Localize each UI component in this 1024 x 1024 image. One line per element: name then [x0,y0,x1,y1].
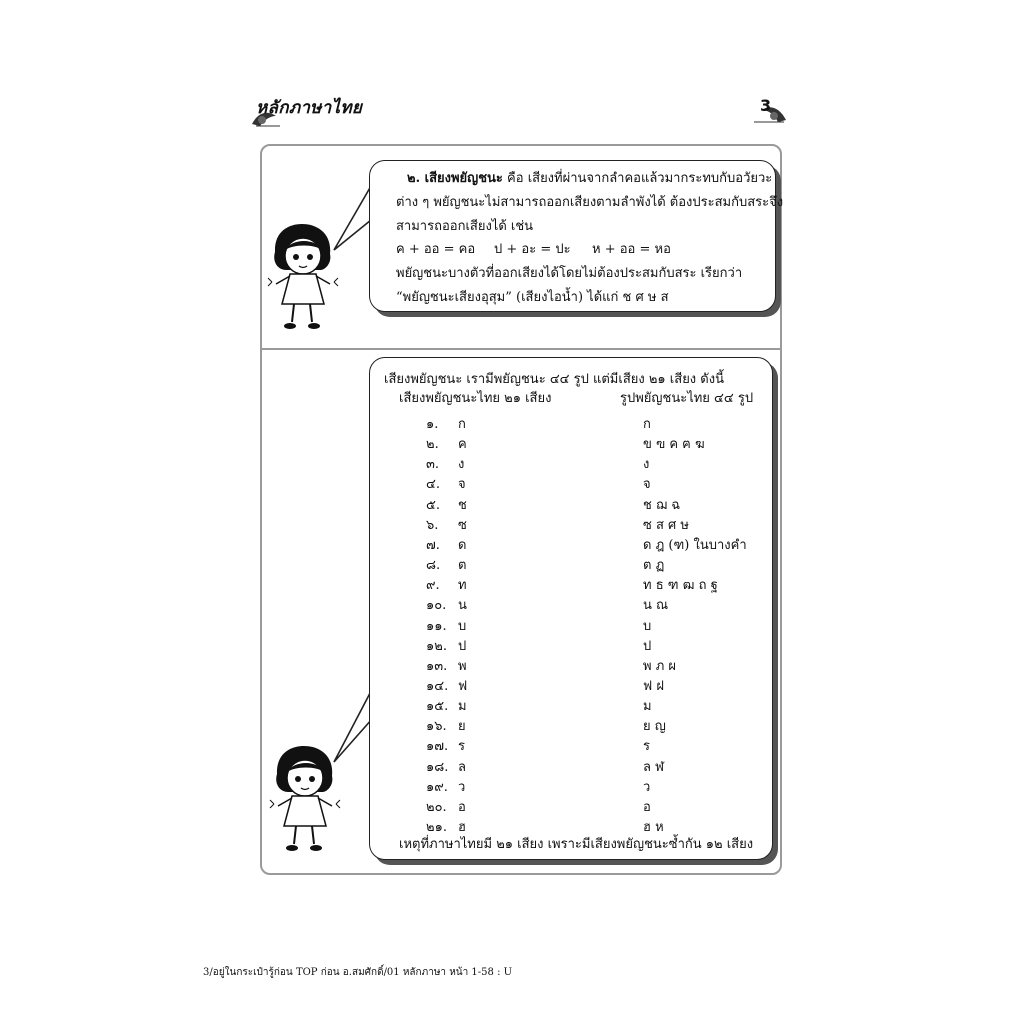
row-number: ๒๑. [426,820,447,835]
definition-text: คือ เสียงที่ผ่านจากลำคอแล้วมากระทบกับอวัยวะ [502,171,773,186]
row-number: ๑๙. [426,779,448,795]
row-forms: ช ฌ ฉ [643,497,681,513]
table-row [0,655,1024,673]
row-number: ๘. [426,558,441,574]
row-forms: ย ญ [643,719,666,735]
row-number: ๒. [426,437,439,453]
paragraph-line: สามารถออกเสียงได้ เช่น [396,219,534,234]
table-row [0,534,1024,552]
row-sound: ด [458,537,467,553]
consonant-sound-definition-line [407,172,772,185]
table-row [0,453,1024,471]
row-sound: ย [458,719,466,735]
column-header-sounds: เสียงพยัญชนะไทย ๒๑ เสียง [399,391,552,406]
row-number: ๑๑. [426,618,447,634]
table-row [0,756,1024,774]
consonant-sound-heading: ๒. เสียงพยัญชนะ [407,171,503,186]
row-sound: น [458,598,467,614]
table-row [0,675,1024,693]
row-number: ๓. [426,457,440,473]
row-number: ๗. [426,537,440,553]
paragraph-line: “พยัญชนะเสียงอุสุม” (เสียงไอน้ำ) ได้แก่ ช ศ ษ ส [396,290,669,305]
row-number: ๑๕. [426,699,449,715]
paragraph-line: ต่าง ๆ พยัญชนะไม่สามารถออกเสียงตามลำพังได้ ต้องประสมกับสระจึง [396,195,784,210]
example-2: ป + อะ = ปะ [494,242,571,257]
row-sound: ฮ [458,820,466,835]
table-row [0,715,1024,733]
row-forms: น ณ [643,598,669,614]
row-number: ๔. [426,477,440,493]
row-forms: พ ภ ผ [643,658,677,674]
row-sound: ก [458,417,466,432]
table-row [0,635,1024,653]
table-note: เหตุที่ภาษาไทยมี ๒๑ เสียง เพราะมีเสียงพยัญชนะซ้ำกัน ๑๒ เสียง [399,837,754,852]
row-forms: ด ฎ (ฑ) ในบางคำ [643,537,747,553]
table-row [0,514,1024,532]
row-number: ๑๔. [426,678,449,694]
row-forms: ท ธ ฑ ฒ ถ ฐ [643,578,718,594]
example-3: ห + ออ = หอ [592,242,671,257]
table-row [0,413,1024,431]
row-forms: ข ฃ ค ฅ ฆ [643,437,705,453]
section-divider [261,348,782,350]
table-row [0,433,1024,451]
table-row [0,816,1024,834]
column-header-forms: รูปพยัญชนะไทย ๔๔ รูป [620,391,754,406]
table-row [0,615,1024,633]
table-intro: เสียงพยัญชนะ เรามีพยัญชนะ ๔๔ รูป แต่มีเสียง ๒๑ เสียง ดังนี้ [384,372,724,387]
row-number: ๑๖. [426,719,447,735]
row-number: ๑๒. [426,638,447,654]
row-number: ๖. [426,517,439,533]
page-header-title: หลักภาษาไทย [256,98,363,118]
row-sound: ร [458,739,465,755]
row-number: ๑. [426,417,439,432]
row-sound: ว [458,779,466,795]
row-sound: ซ [458,517,467,533]
row-number: ๒๐. [426,799,447,815]
table-row [0,473,1024,491]
table-row [0,735,1024,753]
row-number: ๑๓. [426,658,448,674]
row-sound: ค [458,437,467,453]
row-sound: อ [458,799,466,815]
table-row [0,796,1024,814]
row-sound: พ [458,658,467,674]
table-row [0,554,1024,572]
row-sound: ท [458,578,467,594]
row-number: ๑๘. [426,759,449,775]
row-forms: ฮ ห [643,820,664,835]
print-footer: 3/อยู่ในกระเป๋ารู้ก่อน TOP ก่อน อ.สมศักดิ์/01 หลักภาษา หน้า 1-58 : U [203,967,513,978]
row-forms: ร [643,739,650,755]
row-forms: ล ฬ [643,759,664,775]
row-number: ๑๗. [426,739,449,755]
table-row [0,494,1024,512]
row-number: ๙. [426,578,440,594]
row-number: ๕. [426,497,440,513]
table-row [0,776,1024,794]
row-forms: จ [643,477,651,493]
row-sound: จ [458,477,466,493]
row-sound: ง [458,457,465,473]
row-sound: ป [458,638,467,654]
row-sound: ม [458,699,467,715]
page-number: 3 [760,96,772,115]
row-forms: ม [643,699,652,715]
row-forms: ต ฏ [643,558,665,574]
row-number: ๑๐. [426,598,447,614]
table-row [0,574,1024,592]
row-forms: ซ ส ศ ษ [643,517,689,533]
example-1: ค + ออ = คอ [396,242,476,257]
row-forms: ฟ ฝ [643,678,664,694]
row-forms: อ [643,799,651,815]
girl-cartoon-icon [266,222,340,338]
row-sound: ล [458,759,466,775]
table-row [0,594,1024,612]
row-sound: ช [458,497,467,513]
paragraph-line: พยัญชนะบางตัวที่ออกเสียงได้โดยไม่ต้องประสมกับสระ เรียกว่า [396,266,743,281]
row-sound: บ [458,618,467,634]
row-sound: ต [458,558,467,574]
row-forms: ก [643,417,651,432]
row-forms: ว [643,779,651,795]
row-forms: บ [643,618,652,634]
row-sound: ฟ [458,678,468,694]
table-row [0,695,1024,713]
row-forms: ป [643,638,652,654]
row-forms: ง [643,457,650,473]
